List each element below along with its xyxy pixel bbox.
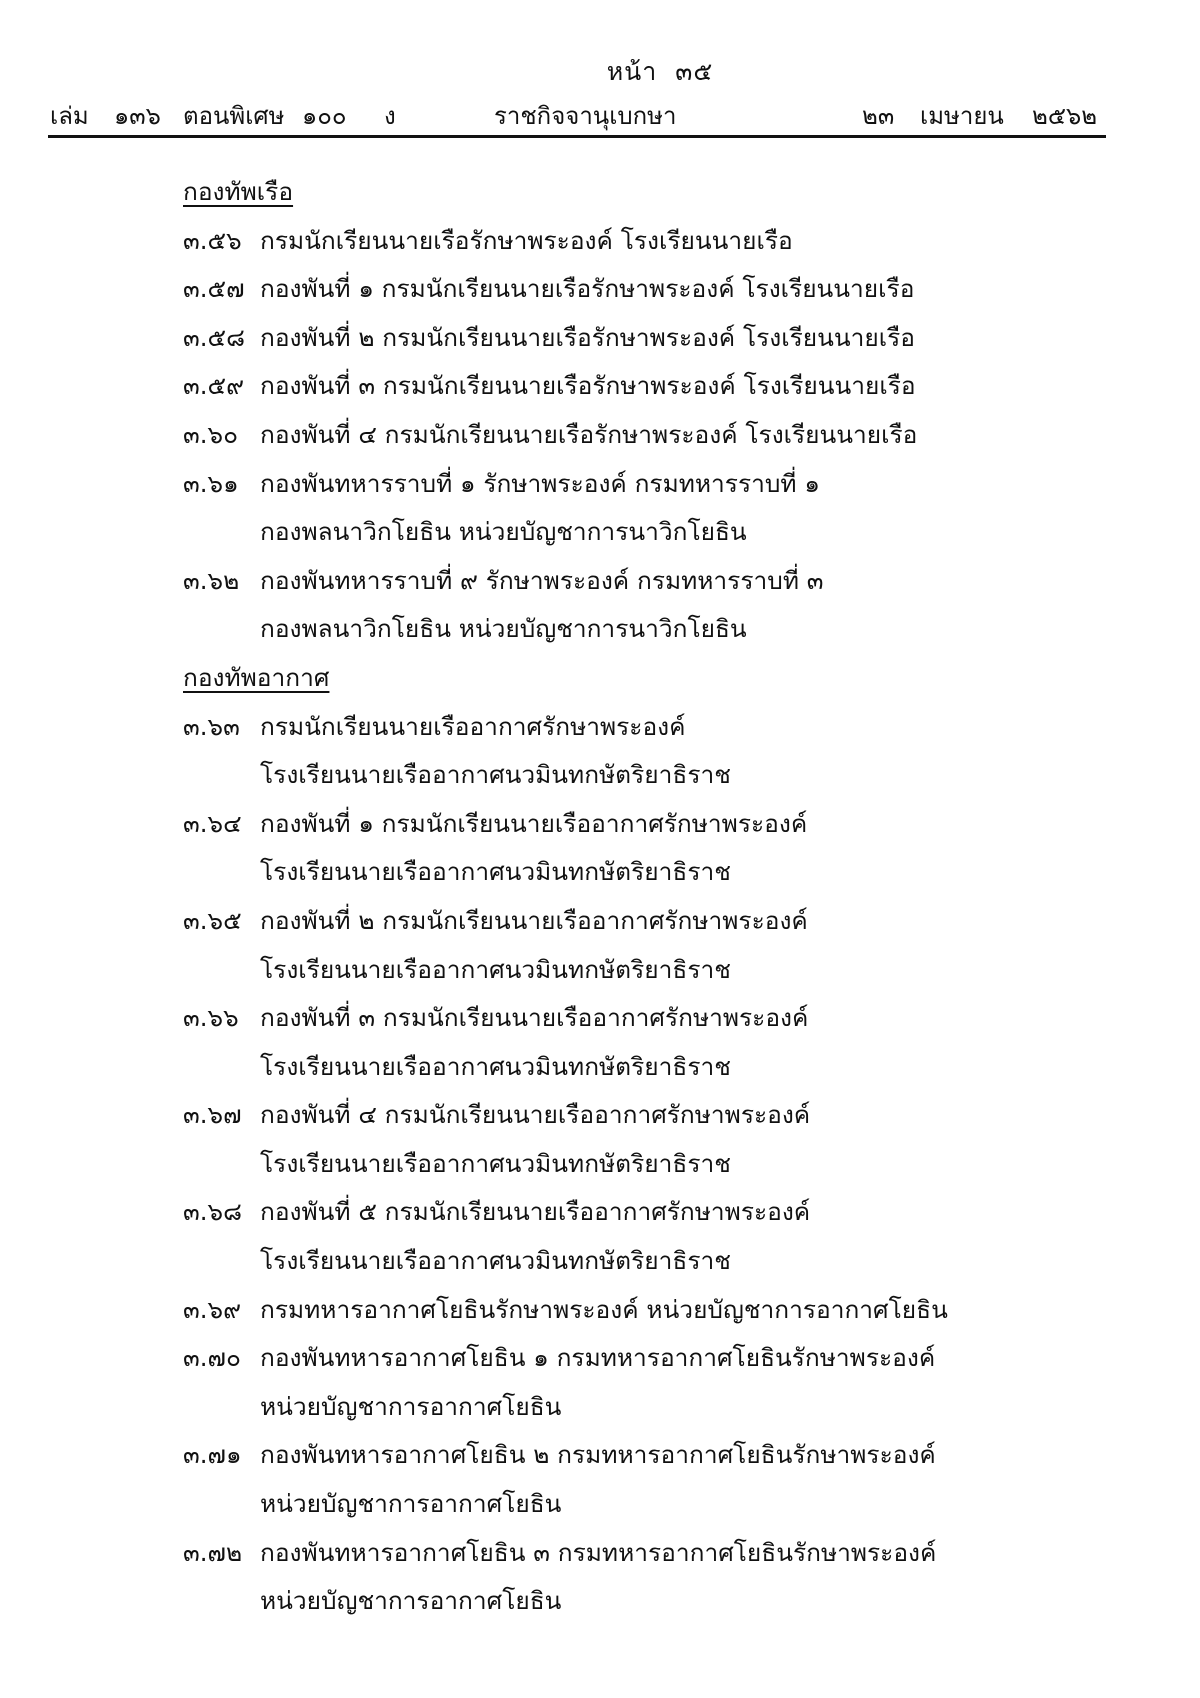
- publication-name: ราชกิจจานุเบกษา: [494, 102, 677, 130]
- volume-label: เล่ม: [50, 102, 89, 130]
- item-text: กองพันทหารราบที่ ๙ รักษาพระองค์ กรมทหารราบที่ ๓: [260, 565, 824, 595]
- section-heading-air-force: กองทัพอากาศ: [183, 662, 330, 692]
- list-item: [183, 362, 1063, 411]
- list-item: [183, 557, 1063, 654]
- list-item: [183, 460, 1063, 557]
- item-text: กองพันที่ ๒ กรมนักเรียนนายเรืออากาศรักษาพระองค์: [260, 905, 808, 935]
- issue-label: ตอนพิเศษ: [183, 102, 285, 130]
- item-text: กองพันทหารอากาศโยธิน ๒ กรมทหารอากาศโยธินรักษาพระองค์: [260, 1440, 936, 1470]
- item-text: กองพันทหารอากาศโยธิน ๓ กรมทหารอากาศโยธินรักษาพระองค์: [260, 1537, 937, 1567]
- list-item: [183, 1431, 1063, 1528]
- item-text: กรมทหารอากาศโยธินรักษาพระองค์ หน่วยบัญชาการอากาศโยธิน: [260, 1294, 948, 1324]
- item-number: ๓.๗๑: [183, 1440, 242, 1470]
- date-month: เมษายน: [920, 102, 1004, 130]
- issue-number: ๑๐๐: [302, 102, 347, 130]
- item-number: ๓.๕๙: [183, 371, 245, 401]
- item-number: ๓.๕๗: [183, 274, 245, 304]
- volume-number: ๑๓๖: [114, 102, 161, 130]
- item-number: ๓.๖๖: [183, 1003, 239, 1033]
- item-text: กองพันที่ ๔ กรมนักเรียนนายเรืออากาศรักษาพระองค์: [260, 1100, 811, 1130]
- item-number: ๓.๖๐: [183, 419, 239, 449]
- item-number: ๓.๖๙: [183, 1294, 242, 1324]
- item-number: ๓.๕๖: [183, 225, 242, 255]
- list-item: [183, 994, 1063, 1091]
- list-item: [183, 800, 1063, 897]
- item-text: กรมนักเรียนนายเรืออากาศรักษาพระองค์: [260, 711, 686, 741]
- item-number: ๓.๖๘: [183, 1197, 242, 1227]
- item-number: ๓.๖๗: [183, 1100, 242, 1130]
- item-number: ๓.๖๒: [183, 565, 240, 595]
- item-text: กองพันที่ ๓ กรมนักเรียนนายเรืออากาศรักษาพระองค์: [260, 1003, 809, 1033]
- list-item: [183, 1188, 1063, 1285]
- item-text-continuation: หน่วยบัญชาการอากาศโยธิน: [260, 1391, 562, 1421]
- list-item: [183, 1529, 1063, 1626]
- item-text: กรมนักเรียนนายเรือรักษาพระองค์ โรงเรียนนายเรือ: [260, 225, 793, 255]
- list-item: [183, 314, 1063, 363]
- list-item: [183, 703, 1063, 800]
- date-year: ๒๕๖๒: [1032, 102, 1098, 130]
- date-day: ๒๓: [862, 102, 895, 130]
- item-number: ๓.๗๐: [183, 1343, 241, 1373]
- list-item: [183, 1334, 1063, 1431]
- item-number: ๓.๗๒: [183, 1537, 243, 1567]
- item-text: กองพันที่ ๑ กรมนักเรียนนายเรืออากาศรักษาพระองค์: [260, 808, 808, 838]
- item-text-continuation: โรงเรียนนายเรืออากาศนวมินทกษัตริยาธิราช: [260, 857, 731, 887]
- item-text: กองพันที่ ๒ กรมนักเรียนนายเรือรักษาพระองค์ โรงเรียนนายเรือ: [260, 322, 916, 352]
- item-text-continuation: หน่วยบัญชาการอากาศโยธิน: [260, 1586, 562, 1616]
- item-text-continuation: โรงเรียนนายเรืออากาศนวมินทกษัตริยาธิราช: [260, 1148, 731, 1178]
- item-text-continuation: หน่วยบัญชาการอากาศโยธิน: [260, 1489, 562, 1519]
- item-text: กองพันทหารราบที่ ๑ รักษาพระองค์ กรมทหารราบที่ ๑: [260, 468, 820, 498]
- item-number: ๓.๖๔: [183, 808, 242, 838]
- item-text-continuation: โรงเรียนนายเรืออากาศนวมินทกษัตริยาธิราช: [260, 760, 731, 790]
- item-text: กองพันที่ ๑ กรมนักเรียนนายเรือรักษาพระองค์ โรงเรียนนายเรือ: [260, 274, 915, 304]
- item-text-continuation: กองพลนาวิกโยธิน หน่วยบัญชาการนาวิกโยธิน: [260, 614, 747, 644]
- item-text: กองพันที่ ๕ กรมนักเรียนนายเรืออากาศรักษาพระองค์: [260, 1197, 811, 1227]
- list-item: [183, 411, 1063, 460]
- issue-letter: ง: [384, 102, 396, 130]
- item-number: ๓.๕๘: [183, 322, 245, 352]
- item-text-continuation: โรงเรียนนายเรืออากาศนวมินทกษัตริยาธิราช: [260, 1051, 731, 1081]
- section-heading-navy: กองทัพเรือ: [183, 177, 294, 206]
- page-number: ๓๕: [675, 57, 714, 86]
- list-item: [183, 1286, 1063, 1335]
- item-text-continuation: โรงเรียนนายเรืออากาศนวมินทกษัตริยาธิราช: [260, 954, 731, 984]
- item-number: ๓.๖๓: [183, 711, 240, 741]
- list-item: [183, 265, 1063, 314]
- item-text-continuation: โรงเรียนนายเรืออากาศนวมินทกษัตริยาธิราช: [260, 1246, 731, 1276]
- item-number: ๓.๖๕: [183, 905, 242, 935]
- item-text: กองพันที่ ๔ กรมนักเรียนนายเรือรักษาพระองค์ โรงเรียนนายเรือ: [260, 419, 918, 449]
- page-label: หน้า: [606, 57, 658, 86]
- item-number: ๓.๖๑: [183, 468, 239, 498]
- list-item: [183, 897, 1063, 994]
- list-item: [183, 217, 1063, 266]
- item-text: กองพันที่ ๓ กรมนักเรียนนายเรือรักษาพระองค์ โรงเรียนนายเรือ: [260, 371, 916, 401]
- item-text: กองพันทหารอากาศโยธิน ๑ กรมทหารอากาศโยธินรักษาพระองค์: [260, 1343, 936, 1373]
- document-body: [183, 168, 1063, 1626]
- running-header: [50, 96, 1106, 130]
- page-number-line: [0, 52, 1200, 92]
- item-text-continuation: กองพลนาวิกโยธิน หน่วยบัญชาการนาวิกโยธิน: [260, 517, 747, 547]
- list-item: [183, 1091, 1063, 1188]
- header-divider: [48, 135, 1106, 138]
